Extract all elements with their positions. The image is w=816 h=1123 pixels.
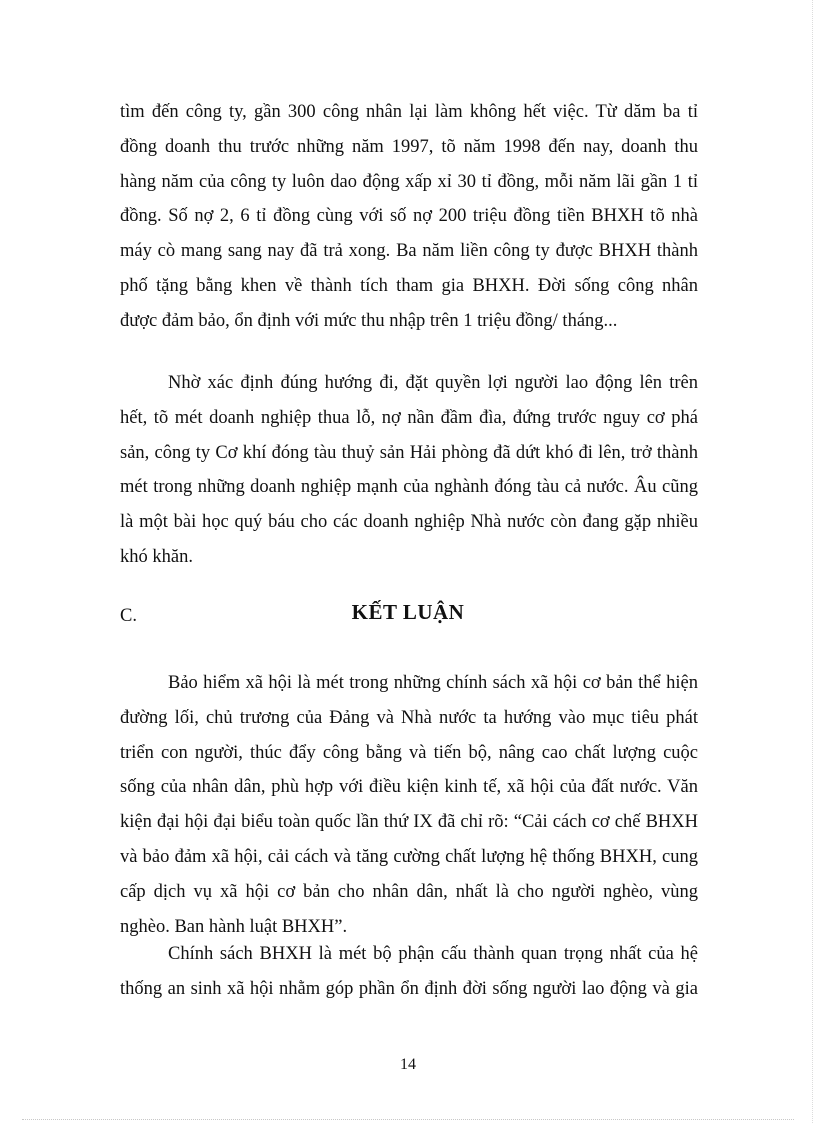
text-line: cấp dịch vụ xã hội cơ bản cho nhân dân, nhất là cho người nghèo, vùng xyxy=(120,881,698,902)
text-line: máy cò mang sang nay đã trả xong. Ba năm liền công ty được BHXH thành xyxy=(120,241,698,262)
page-bottom-border xyxy=(22,1119,794,1120)
text-line: đồng. Số nợ 2, 6 tỉ đồng cùng với số nợ 200 triệu đồng tiền BHXH tõ nhà xyxy=(120,206,698,227)
section-label: C. xyxy=(120,606,137,626)
text-line: kiện đại hội đại biểu toàn quốc lần thứ IX đã chỉ rõ: “Cải cách cơ chế BHXH xyxy=(120,812,698,833)
text-line: hết, tõ mét doanh nghiệp thua lỗ, nợ nần đầm đìa, đứng trước nguy cơ phá xyxy=(120,407,698,428)
text-line: sản, công ty Cơ khí đóng tàu thuỷ sản Hải phòng đã dứt khó đi lên, trở thành xyxy=(120,442,698,463)
page-number: 14 xyxy=(400,1056,416,1073)
text-line: thống an sinh xã hội nhằm góp phần ổn định đời sống người lao động và gia xyxy=(120,978,698,999)
text-line: mét trong những doanh nghiệp mạnh của nghành đóng tàu cả nước. Âu cũng xyxy=(120,477,698,498)
page-right-border xyxy=(812,0,813,1123)
paragraph-conclusion-intro xyxy=(120,666,698,944)
text-line: đồng doanh thu trước những năm 1997, tõ năm 1998 đến nay, doanh thu xyxy=(120,136,698,157)
text-line: hàng năm của công ty luôn dao động xấp xỉ 30 tỉ đồng, mỗi năm lãi gần 1 tỉ xyxy=(120,171,698,192)
text-line: được đảm bảo, ổn định với mức thu nhập trên 1 triệu đồng/ tháng... xyxy=(120,310,618,331)
text-line: Chính sách BHXH là mét bộ phận cấu thành quan trọng nhất của hệ xyxy=(168,944,698,964)
text-line: nghèo. Ban hành luật BHXH”. xyxy=(120,916,348,937)
text-line: phố tặng bằng khen về thành tích tham gia BHXH. Đời sống công nhân xyxy=(120,275,698,296)
text-line: triển con người, thúc đẩy công bằng và tiến bộ, nâng cao chất lượng cuộc xyxy=(120,742,698,763)
text-line: Bảo hiểm xã hội là mét trong những chính sách xã hội cơ bản thể hiện xyxy=(168,673,698,693)
text-line: sống của nhân dân, phù hợp với điều kiện kinh tế, xã hội của đất nước. Văn xyxy=(120,777,698,798)
text-line: tìm đến công ty, gần 300 công nhân lại làm không hết việc. Từ dăm ba tỉ xyxy=(120,102,698,122)
text-line: là một bài học quý báu cho các doanh nghiệp Nhà nước còn đang gặp nhiều xyxy=(120,512,698,533)
section-heading: KẾT LUẬN xyxy=(351,600,465,624)
text-line: khó khăn. xyxy=(120,546,193,567)
text-line: đường lối, chủ trương của Đảng và Nhà nước ta hướng vào mục tiêu phát xyxy=(120,707,698,728)
paragraph-company-results xyxy=(120,95,698,339)
text-line: Nhờ xác định đúng hướng đi, đặt quyền lợi người lao động lên trên xyxy=(168,373,698,393)
text-line: và bảo đảm xã hội, cải cách và tăng cường chất lượng hệ thống BHXH, cung xyxy=(120,846,698,867)
paragraph-policy xyxy=(120,937,698,1007)
paragraph-lesson xyxy=(120,366,698,575)
